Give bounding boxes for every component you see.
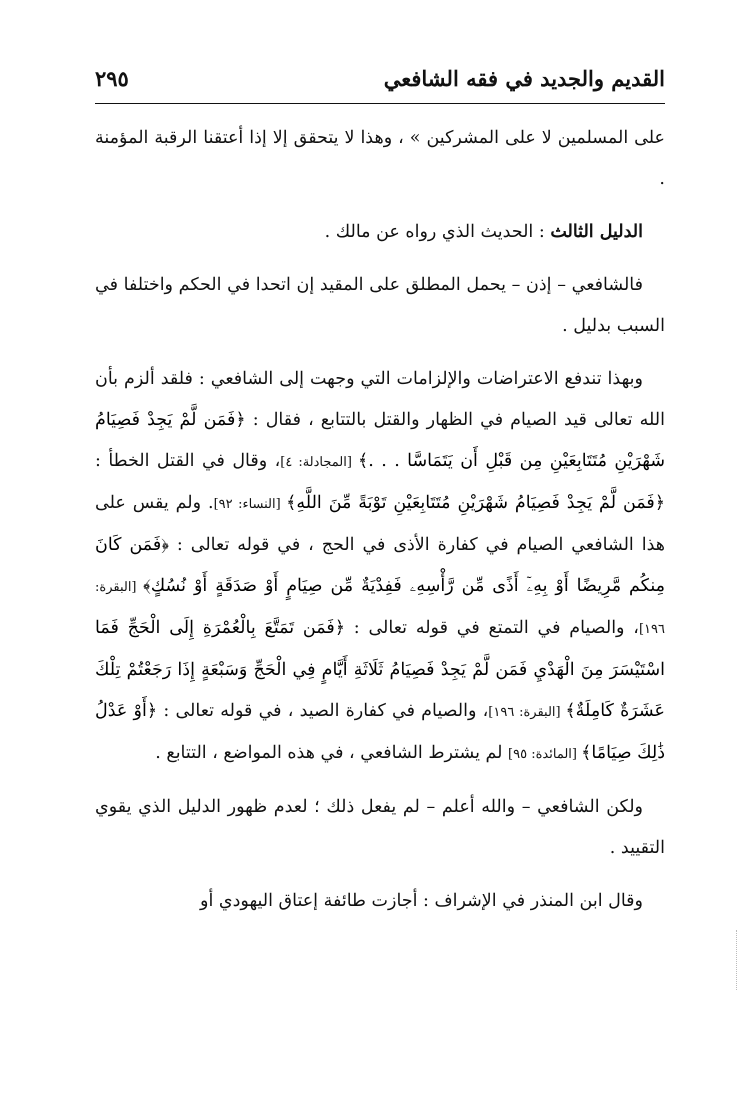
header-divider — [95, 103, 665, 104]
verse-reference: [البقرة: ١٩٦] — [95, 580, 665, 637]
paragraph-evidence-three — [95, 212, 665, 253]
paragraph-text: على المسلمين لا على المشركين » ، وهذا لا يتحقق إلا إذا أعتقنا الرقبة المؤمنة . — [95, 128, 665, 189]
paragraph-text: ولكن الشافعي – والله أعلم – لم يفعل ذلك ؛ لعدم ظهور الدليل الذي يقوي التقييد . — [95, 797, 665, 858]
paragraph-text: لم يشترط الشافعي ، في هذه المواضع ، التتابع . — [155, 743, 509, 763]
paragraph-conclusion — [95, 787, 665, 869]
paragraph-text: . ولم يقس على هذا الشافعي الصيام في كفارة الأذى في الحج ، في قوله تعالى : — [95, 493, 665, 555]
paragraph-ibn-mundhir — [95, 881, 665, 922]
quran-quote: ﴿فَمَن لَّمْ يَجِدْ فَصِيَامُ شَهْرَيْنِ مُتَتَابِعَيْنِ تَوْبَةً مِّنَ اللَّهِ﴾ — [286, 493, 665, 513]
quran-quote: ﴿فَمَن لَّمْ يَجِدْ فَصِيَامُ شَهْرَيْنِ مُتَتَابِعَيْنِ مِن قَبْلِ أَن يَتَمَاسَّا . . .﴾ — [95, 410, 665, 471]
page-number: ٢٩٥ — [95, 65, 129, 91]
paragraph-continuation — [95, 118, 665, 200]
paragraph-text: ، والصيام في كفارة الصيد ، في قوله تعالى : — [157, 701, 489, 721]
quran-quote: ﴿فَمَن تَمَتَّعَ بِالْعُمْرَةِ إِلَى الْحَجِّ فَمَا اسْتَيْسَرَ مِنَ الْهَدْيِ فَمَن لَّمْ يَجِدْ فَصِيَامُ ثَلَاثَةِ أَيَّامٍ فِي الْحَجِّ وَسَبْعَةٍ إِذَا رَجَعْتُمْ تِلْكَ عَشَرَةٌ كَامِلَةٌ﴾ — [95, 618, 665, 721]
paragraph-text: ، وقال في القتل الخطأ : — [95, 451, 281, 471]
section-label: الدليل الثالث — [550, 222, 643, 242]
paragraph-text: ، والصيام في التمتع في قوله تعالى : — [344, 618, 639, 638]
paragraph-shafii-rule — [95, 265, 665, 347]
body-text — [95, 118, 665, 922]
verse-reference: [المائدة: ٩٥] — [508, 747, 582, 762]
paragraph-text: وبهذا تندفع الاعتراضات والإلزامات التي وجهت إلى الشافعي : فلقد ألزم بأن الله تعالى قيد الصيام في الظهار والقتل بالتتابع ، فقال : — [95, 369, 665, 430]
quran-quote: ﴿أَوْ عَدْلُ ذَٰلِكَ صِيَامًا﴾ — [95, 701, 665, 763]
verse-reference: [البقرة: ١٩٦] — [488, 705, 566, 720]
paragraph-objections — [95, 359, 665, 775]
header-title: القديم والجديد في فقه الشافعي — [383, 65, 665, 91]
running-header — [95, 58, 665, 98]
verse-reference: [المجادلة: ٤] — [280, 455, 358, 470]
quran-quote: ﴿فَمَن كَانَ مِنكُم مَّرِيضًا أَوْ بِهِۦٓ أَذًى مِّن رَّأْسِهِۦ فَفِدْيَةٌ مِّن صِيَامٍ أَوْ صَدَقَةٍ أَوْ نُسُكٍ﴾ — [95, 535, 666, 596]
paragraph-text: وقال ابن المنذر في الإشراف : أجازت طائفة إعتاق اليهودي أو — [200, 891, 643, 911]
paragraph-text: : الحديث الذي رواه عن مالك . — [324, 222, 551, 242]
scan-edge-mark — [735, 930, 737, 990]
paragraph-text: فالشافعي – إذن – يحمل المطلق على المقيد إن اتحدا في الحكم واختلفا في السبب بدليل . — [95, 275, 665, 336]
verse-reference: [النساء: ٩٢] — [213, 497, 287, 512]
